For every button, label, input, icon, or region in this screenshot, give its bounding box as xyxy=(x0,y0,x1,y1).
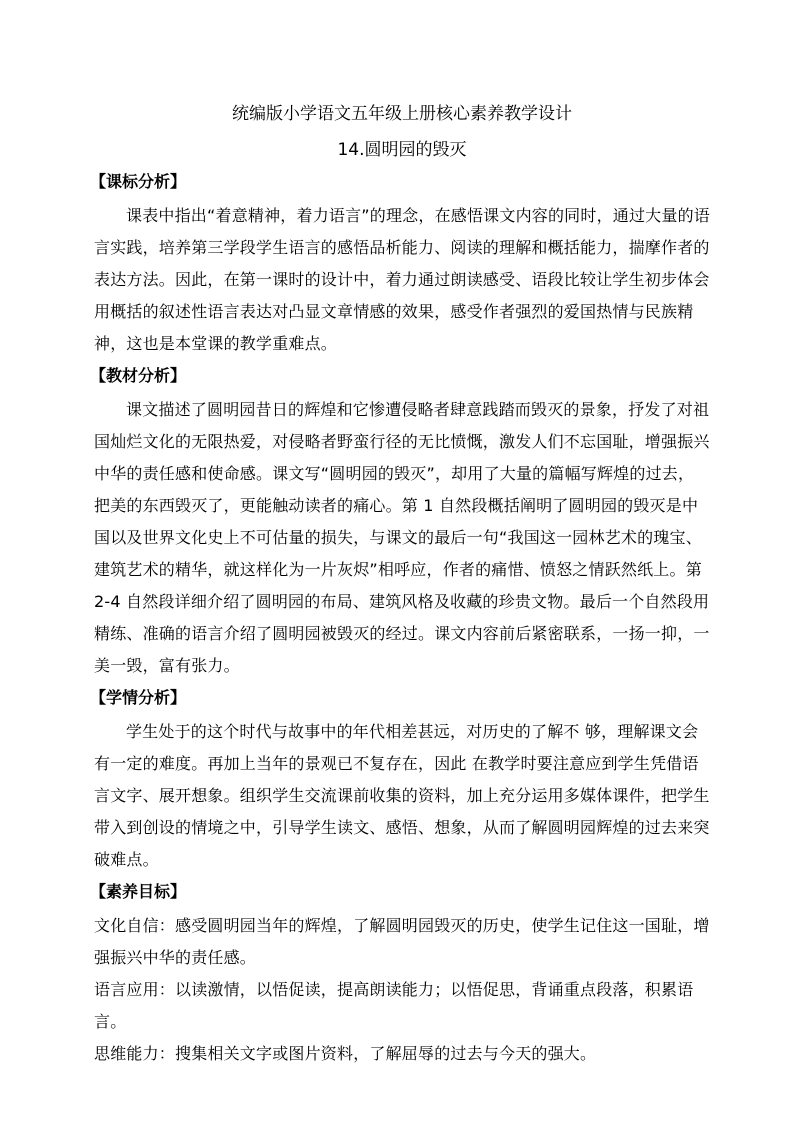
lesson-title: 14.圆明园的毁灭 xyxy=(337,140,467,160)
section-standards xyxy=(90,170,710,360)
goal-item-language: 语言应用：以读激情，以悟促读，提高朗读能力；以悟促思，背诵重点段落，积累语言。 xyxy=(94,980,694,1031)
goal-item-culture: 文化自信：感受圆明园当年的辉煌，了解圆明园毁灭的历史，使学生记住这一国耻，增强振兴中华的责任感。 xyxy=(94,916,710,967)
section-heading-goals: 【素养目标】 xyxy=(90,882,187,901)
section-textbook xyxy=(90,364,710,682)
textbook-paragraph: 课文描述了圆明园昔日的辉煌和它惨遭侵略者肆意践踏而毁灭的景象，抒发了对祖国灿烂文化的无限热爱，对侵略者野蛮行径的无比愤慨，激发人们不忘国耻，增强振兴中华的责任感和使命感。课文写“圆明园的毁灭”，却用了大量的篇幅写辉煌的过去，把美的东西毁灭了，更能触动读者的痛心。第 1 自然段概括阐明了圆明园的毁灭是中国以及世界文化史上不可估量的损失，与课文的最后一句“我国这一园林艺术的瑰宝、建筑艺术的精华，就这样化为一片灰烬”相呼应，作者的痛惜、愤怒之情跃然纸上。第 2-4 自然段详细介绍了圆明园的布局、建筑风格及收藏的珍贵文物。最后一个自然段用精练、准确的语言介绍了圆明园被毁灭的经过。课文内容前后紧密联系，一扬一抑，一美一毁，富有张力。 xyxy=(94,400,710,675)
goal-item-thinking: 思维能力：搜集相关文字或图片资料，了解屈辱的过去与今天的强大。 xyxy=(94,1044,597,1063)
document-title: 统编版小学语文五年级上册核心素养教学设计 xyxy=(232,104,572,124)
section-heading-textbook: 【教材分析】 xyxy=(90,366,187,385)
standards-paragraph: 课表中指出“着意精神，着力语言”的理念，在感悟课文内容的同时，通过大量的语言实践，培养第三学段学生语言的感悟品析能力、阅读的理解和概括能力，揣摩作者的表达方法。因此，在第一课时的设计中，着力通过朗读感受、语段比较让学生初步体会用概括的叙述性语言表达对凸显文章情感的效果，感受作者强烈的爱国热情与民族精神，这也是本堂课的教学重难点。 xyxy=(94,206,710,353)
section-goals xyxy=(90,880,710,1070)
learners-paragraph: 学生处于的这个时代与故事中的年代相差甚远，对历史的了解不 够，理解课文会有一定的难度。再加上当年的景观已不复存在，因此 在教学时要注意应到学生凭借语言文字、展开想象。组织学生交流课前收集的资料，加上充分运用多媒体课件，把学生带入到创设的情境之中，引导学生读文、感悟、想象，从而了解圆明园辉煌的过去来突破难点。 xyxy=(94,722,710,869)
section-heading-learners: 【学情分析】 xyxy=(90,688,187,707)
section-learners xyxy=(90,686,710,876)
section-heading-standards: 【课标分析】 xyxy=(90,172,187,191)
